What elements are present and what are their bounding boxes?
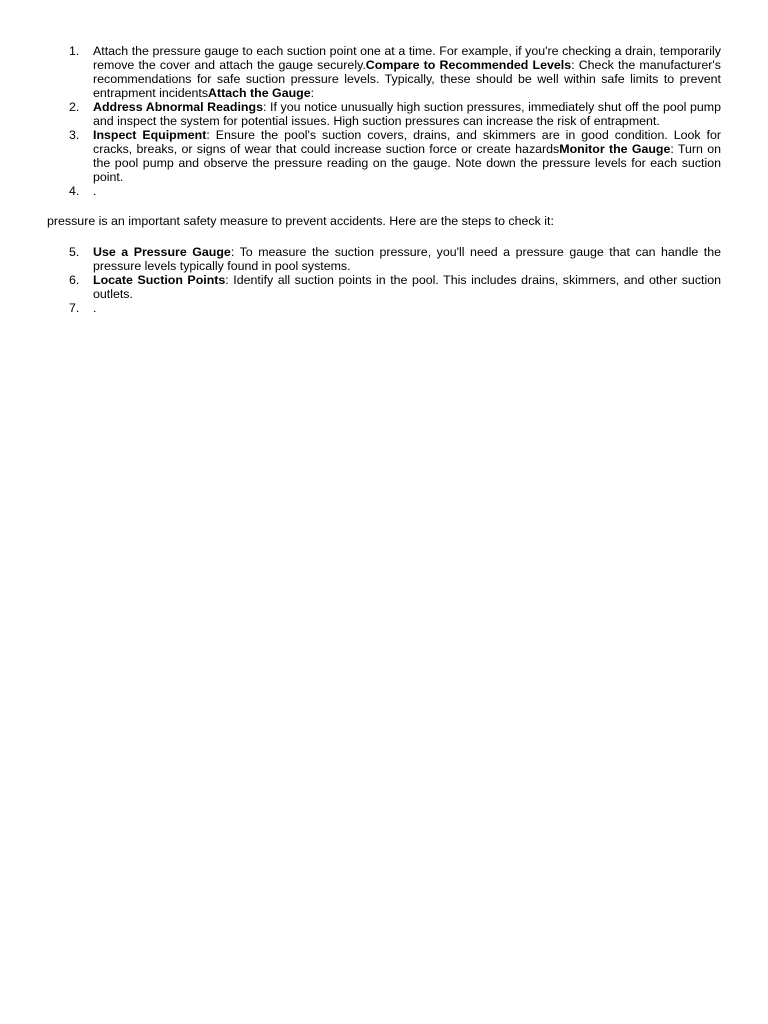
list-item-heading: Inspect Equipment	[93, 128, 207, 142]
list-item-number: 1.	[69, 44, 80, 58]
list-item-text: : Turn on the pool pump and observe the pressure reading on the gauge. Note down the pressure levels for each suction point.	[93, 142, 722, 184]
list-item	[69, 128, 722, 184]
list-item-heading: Address Abnormal Readings	[93, 100, 263, 114]
list-item	[69, 273, 721, 301]
list-item-heading: Attach the Gauge	[208, 86, 311, 100]
list-item-number: 6.	[69, 273, 80, 287]
list-item-text: Attach the pressure gauge to each suction point one at a time. For example, if you're checking a drain, temporarily remove the cover and attach the gauge securely.	[93, 44, 721, 72]
intro-paragraph: pressure is an important safety measure to prevent accidents. Here are the steps to check it:	[47, 214, 554, 228]
list-item-heading: Compare to Recommended Levels	[365, 58, 572, 72]
list-item	[69, 44, 721, 100]
list-item-text: :	[310, 86, 315, 100]
list-item-heading: Use a Pressure Gauge	[93, 245, 231, 259]
list-item-text: .	[93, 184, 97, 198]
list-item-number: 7.	[69, 301, 80, 315]
list-item-text: : Check the manufacturer's recommendations for safe suction pressure levels. Typically, these should be well within safe limits to prevent entrapment incidents	[93, 58, 721, 100]
list-item-text: .	[93, 301, 97, 315]
list-item	[69, 184, 721, 198]
steps-list-lower	[0, 245, 768, 315]
steps-list-upper	[0, 44, 768, 198]
list-item-text: : Ensure the pool's suction covers, drains, and skimmers are in good condition. Look for cracks, breaks, or signs of wear that could increase suction force or create hazards	[93, 128, 721, 156]
list-item-heading: Monitor the Gauge	[559, 142, 671, 156]
list-item-number: 5.	[69, 245, 80, 259]
list-item	[69, 245, 721, 273]
list-item-text: : To measure the suction pressure, you'll need a pressure gauge that can handle the pressure levels typically found in pool systems.	[93, 245, 721, 273]
list-item-heading: Locate Suction Points	[93, 273, 226, 287]
list-item-number: 3.	[69, 128, 80, 142]
list-item	[69, 301, 721, 315]
list-item	[69, 100, 721, 128]
list-item-number: 4.	[69, 184, 80, 198]
list-item-text: : Identify all suction points in the pool. This includes drains, skimmers, and other suction outlets.	[93, 273, 721, 301]
list-item-number: 2.	[69, 100, 80, 114]
list-item-text: : If you notice unusually high suction pressures, immediately shut off the pool pump and inspect the system for potential issues. High suction pressures can increase the risk of entrapment.	[93, 100, 721, 128]
